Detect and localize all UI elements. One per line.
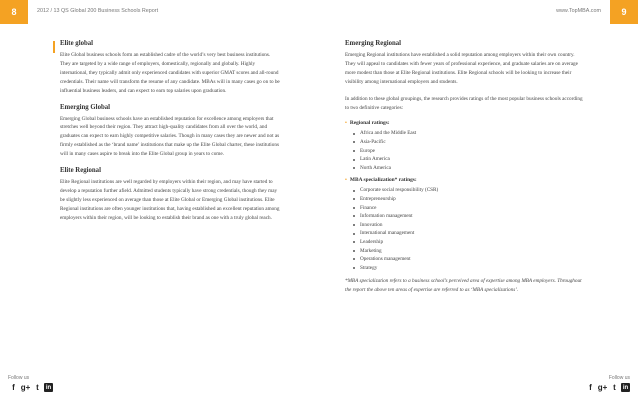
section-accent-bar xyxy=(53,41,55,53)
elite-regional-heading: Elite Regional xyxy=(60,167,101,175)
categories-intro-paragraph: In addition to these global groupings, the research provides ratings of the most popular business schools according to two definitive categories: xyxy=(345,95,583,111)
social-links-left xyxy=(8,382,53,393)
linkedin-icon[interactable]: in xyxy=(45,384,52,391)
emerging-global-paragraph: Emerging Global business schools have an established reputation for excellence among employers that stretches well beyond their region. They attract high-quality candidates from all over the world, and graduates can expect to earn highly competitive salaries. Though in many cases they are newer and not as firmly established as the ‘brand name’ institutions that make up the Elite Global charter, these institutions will in many cases aspire to break into the Elite Global group in years to come. xyxy=(60,115,280,158)
mba-specialization-label: • MBA specialization* ratings: xyxy=(345,177,417,184)
twitter-icon[interactable]: t xyxy=(36,383,39,392)
header-website-link[interactable]: www.TopMBA.com xyxy=(556,8,601,14)
list-item: Finance xyxy=(353,204,585,213)
elite-regional-paragraph: Elite Regional institutions are well regarded by employers within their region, and may have started to develop a reputation further afield. Admitted students typically have strong credentials, though they may be slightly less experienced on average than those at Elite Global or Emerging Global institutions. Elite Regional institutions are often younger institutions that, having established an excellent reputation among employers within their region, will be looking to establish their brand as one with a truly global reach. xyxy=(60,179,280,221)
bullet-icon: • xyxy=(345,120,347,127)
list-item: Innovation xyxy=(353,221,585,230)
list-item: North America xyxy=(353,164,585,173)
emerging-global-heading: Emerging Global xyxy=(60,103,111,111)
mba-specialization-list xyxy=(345,186,585,272)
list-item: Corporate social responsibility (CSR) xyxy=(353,186,585,195)
twitter-icon[interactable]: t xyxy=(613,383,616,392)
specialization-footnote: *MBA specialization refers to a business school’s perceived area of expertise among MBA employers. Throughout the report the above ten areas of expertise are referred to as ‘MBA specializations’. xyxy=(345,278,582,294)
list-item: Entrepreneurship xyxy=(353,195,585,204)
linkedin-icon[interactable]: in xyxy=(622,384,629,391)
elite-global-heading: Elite global xyxy=(60,40,94,47)
social-links-right xyxy=(585,382,630,393)
list-item: International management xyxy=(353,229,585,238)
list-item: Africa and the Middle East xyxy=(353,129,585,138)
bullet-icon: • xyxy=(345,177,347,184)
list-item: Latin America xyxy=(353,155,585,164)
list-item: Leadership xyxy=(353,238,585,247)
list-item: Europe xyxy=(353,147,585,156)
page-number-right: 9 xyxy=(610,0,638,24)
list-item: Asia-Pacific xyxy=(353,138,585,147)
follow-us-label-right: Follow us xyxy=(608,375,630,381)
list-item: Operations management xyxy=(353,255,585,264)
emerging-regional-heading: Emerging Regional xyxy=(345,40,402,47)
facebook-icon[interactable]: f xyxy=(589,383,592,392)
follow-us-label-left: Follow us xyxy=(8,375,30,381)
page-number-left: 8 xyxy=(0,0,28,24)
regional-ratings-label: • Regional ratings: xyxy=(345,120,390,127)
emerging-regional-paragraph: Emerging Regional institutions have established a solid reputation among employers within their own country. They will appeal to candidates with fewer years of professional experience, and graduate salaries are on average more modest than those at Elite Regional institutions. Elite Regional schools will be looking to increase their visibility among international employers and students. xyxy=(345,52,578,85)
facebook-icon[interactable]: f xyxy=(12,383,15,392)
regional-ratings-list xyxy=(345,129,585,172)
header-report-title: 2012 / 13 QS Global 200 Business Schools Report xyxy=(37,8,159,14)
left-column xyxy=(60,40,280,231)
google-plus-icon[interactable]: g+ xyxy=(597,383,608,392)
list-item: Information management xyxy=(353,212,585,221)
elite-global-paragraph: Elite Global business schools form an established cadre of the world’s very best business institutions. They are targeted by a wide range of employers, domestically, regionally and globally. Highly international, they typically admit only experienced candidates with superior GMAT scores and all-round credentials. Their name will transform the resume of any candidate. MBAs will in many cases go on to be influential business leaders, and can expect to earn top salaries upon graduation. xyxy=(60,52,280,94)
list-item: Marketing xyxy=(353,247,585,256)
list-item: Strategy xyxy=(353,264,585,273)
right-column xyxy=(345,40,585,295)
google-plus-icon[interactable]: g+ xyxy=(20,383,31,392)
